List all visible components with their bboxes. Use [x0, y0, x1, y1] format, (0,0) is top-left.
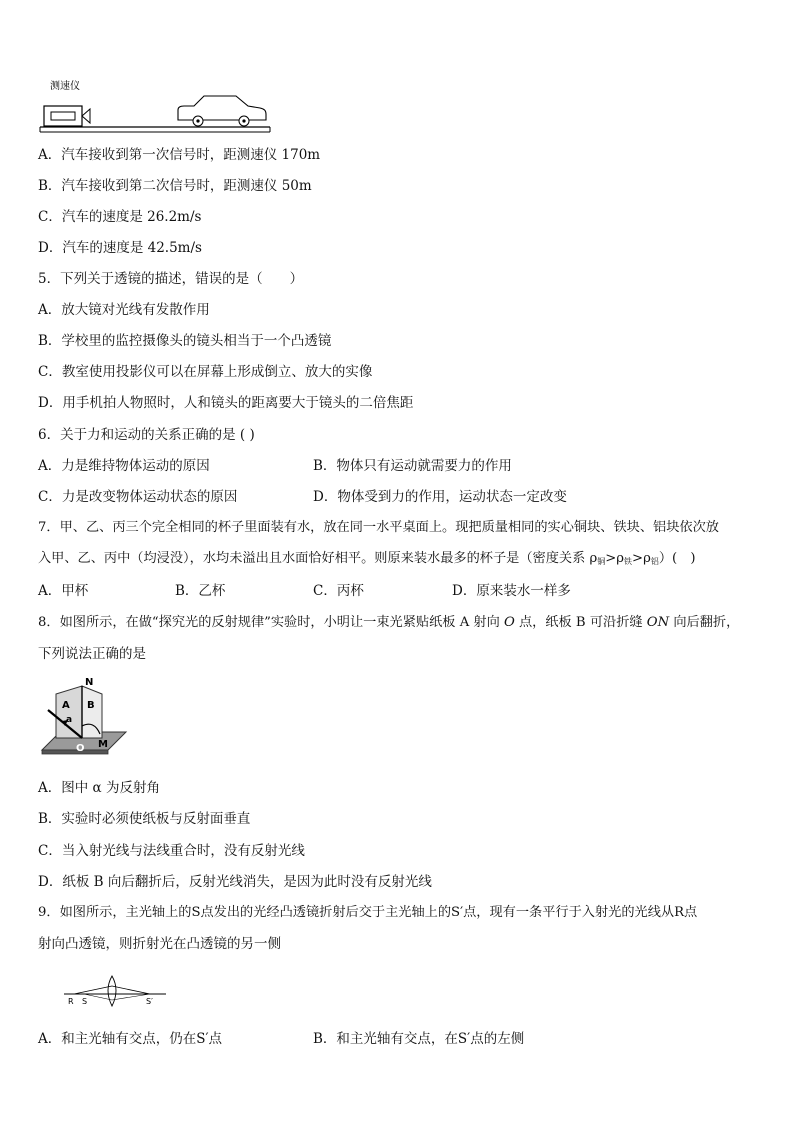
detector-window [51, 112, 75, 120]
label-a: A [62, 700, 70, 711]
label-o: O [76, 743, 85, 754]
q7-option-b: B．乙杯 [175, 583, 226, 599]
q6-option-a: A．力是维持物体运动的原因 [38, 458, 210, 474]
convex-lens [108, 976, 116, 1006]
q7-option-a: A．甲杯 [38, 583, 89, 599]
q6-option-d: D．物体受到力的作用，运动状态一定改变 [313, 489, 567, 505]
q9-stem-line2: 射向凸透镜，则折射光在凸透镜的另一侧 [38, 936, 281, 952]
q9-option-a: A．和主光轴有交点，仍在S′点 [38, 1031, 223, 1047]
q6-option-c: C．力是改变物体运动状态的原因 [38, 489, 238, 505]
q9-option-b: B．和主光轴有交点，在S′点的左侧 [313, 1031, 525, 1047]
q8-option-c: C．当入射光线与法线重合时，没有反射光线 [38, 843, 305, 859]
label-n: N [85, 677, 94, 688]
car-hub-front [196, 119, 199, 122]
q5-stem: 5．下列关于透镜的描述，错误的是（ ） [38, 271, 304, 287]
q7-stem-line1: 7．甲、乙、丙三个完全相同的杯子里面装有水，放在同一水平桌面上。现把质量相同的实心铜块、铁块、铝块依次放 [38, 520, 719, 535]
q5-option-a: A．放大镜对光线有发散作用 [38, 302, 210, 318]
reflection-figure [38, 676, 128, 762]
lens-figure [62, 970, 172, 1010]
q6-option-b: B．物体只有运动就需要力的作用 [313, 458, 512, 474]
q8-stem-line2: 下列说法正确的是 [38, 646, 146, 662]
label-m: M [98, 739, 108, 750]
q4-option-c: C．汽车的速度是 26.2m/s [38, 209, 202, 225]
mirror-edge [42, 750, 108, 754]
car-body [178, 96, 266, 120]
q5-option-c: C．教室使用投影仪可以在屏幕上形成倒立、放大的实像 [38, 364, 373, 380]
label-s-prime: S′ [146, 997, 153, 1006]
q4-option-d: D．汽车的速度是 42.5m/s [38, 240, 202, 256]
q5-option-b: B．学校里的监控摄像头的镜头相当于一个凸透镜 [38, 333, 332, 349]
detector-horn [82, 109, 90, 123]
speed-detector-figure [38, 76, 273, 138]
label-s: S [82, 997, 88, 1006]
car-hub-rear [242, 119, 245, 122]
label-b: B [87, 700, 95, 711]
q7-option-c: C．丙杯 [313, 583, 364, 599]
q9-stem-line1: 9．如图所示，主光轴上的S点发出的光经凸透镜折射后交于主光轴上的S′点，现有一条平行于入射光的光线从R点 [38, 905, 698, 920]
q8-option-d: D．纸板 B 向后翻折后，反射光线消失，是因为此时没有反射光线 [38, 874, 432, 890]
q8-option-b: B．实验时必须使纸板与反射面垂直 [38, 811, 251, 827]
lens-diagram [62, 970, 172, 1010]
q4-option-b: B．汽车接收到第二次信号时，距测速仪 50m [38, 178, 312, 194]
q7-option-d: D．原来装水一样多 [452, 583, 571, 599]
q5-option-d: D．用手机拍人物照时，人和镜头的距离要大于镜头的二倍焦距 [38, 395, 414, 411]
ray-from-s-lower [84, 994, 112, 1000]
ray-from-s-upper [74, 986, 112, 994]
q8-option-a: A．图中 α 为反射角 [38, 780, 160, 796]
q6-stem: 6．关于力和运动的关系正确的是 ( ) [38, 427, 255, 443]
board-a [56, 686, 82, 738]
ray-to-s2-upper [112, 986, 150, 994]
speed-detector-diagram [38, 76, 273, 138]
label-alpha: a [66, 715, 73, 725]
ray-to-s2-lower [112, 994, 150, 1000]
speed-detector-label: 测速仪 [50, 81, 80, 92]
label-r: R [68, 997, 74, 1006]
q4-option-a: A．汽车接收到第一次信号时，距测速仪 170m [38, 147, 321, 163]
q7-stem-line2: 入甲、乙、丙中（均浸没），水均未溢出且水面恰好相平。则原来装水最多的杯子是（密度关系 $\rho_铜>\rho_铁>\rho_铝$）( ) [38, 551, 696, 566]
q8-stem-line1: 8．如图所示，在做“探究光的反射规律”实验时，小明让一束光紧贴纸板 A 射向 O 点，纸板 B 可沿折缝 ON 向后翻折， [38, 615, 740, 630]
reflection-diagram [38, 676, 128, 762]
board-b [82, 686, 102, 738]
